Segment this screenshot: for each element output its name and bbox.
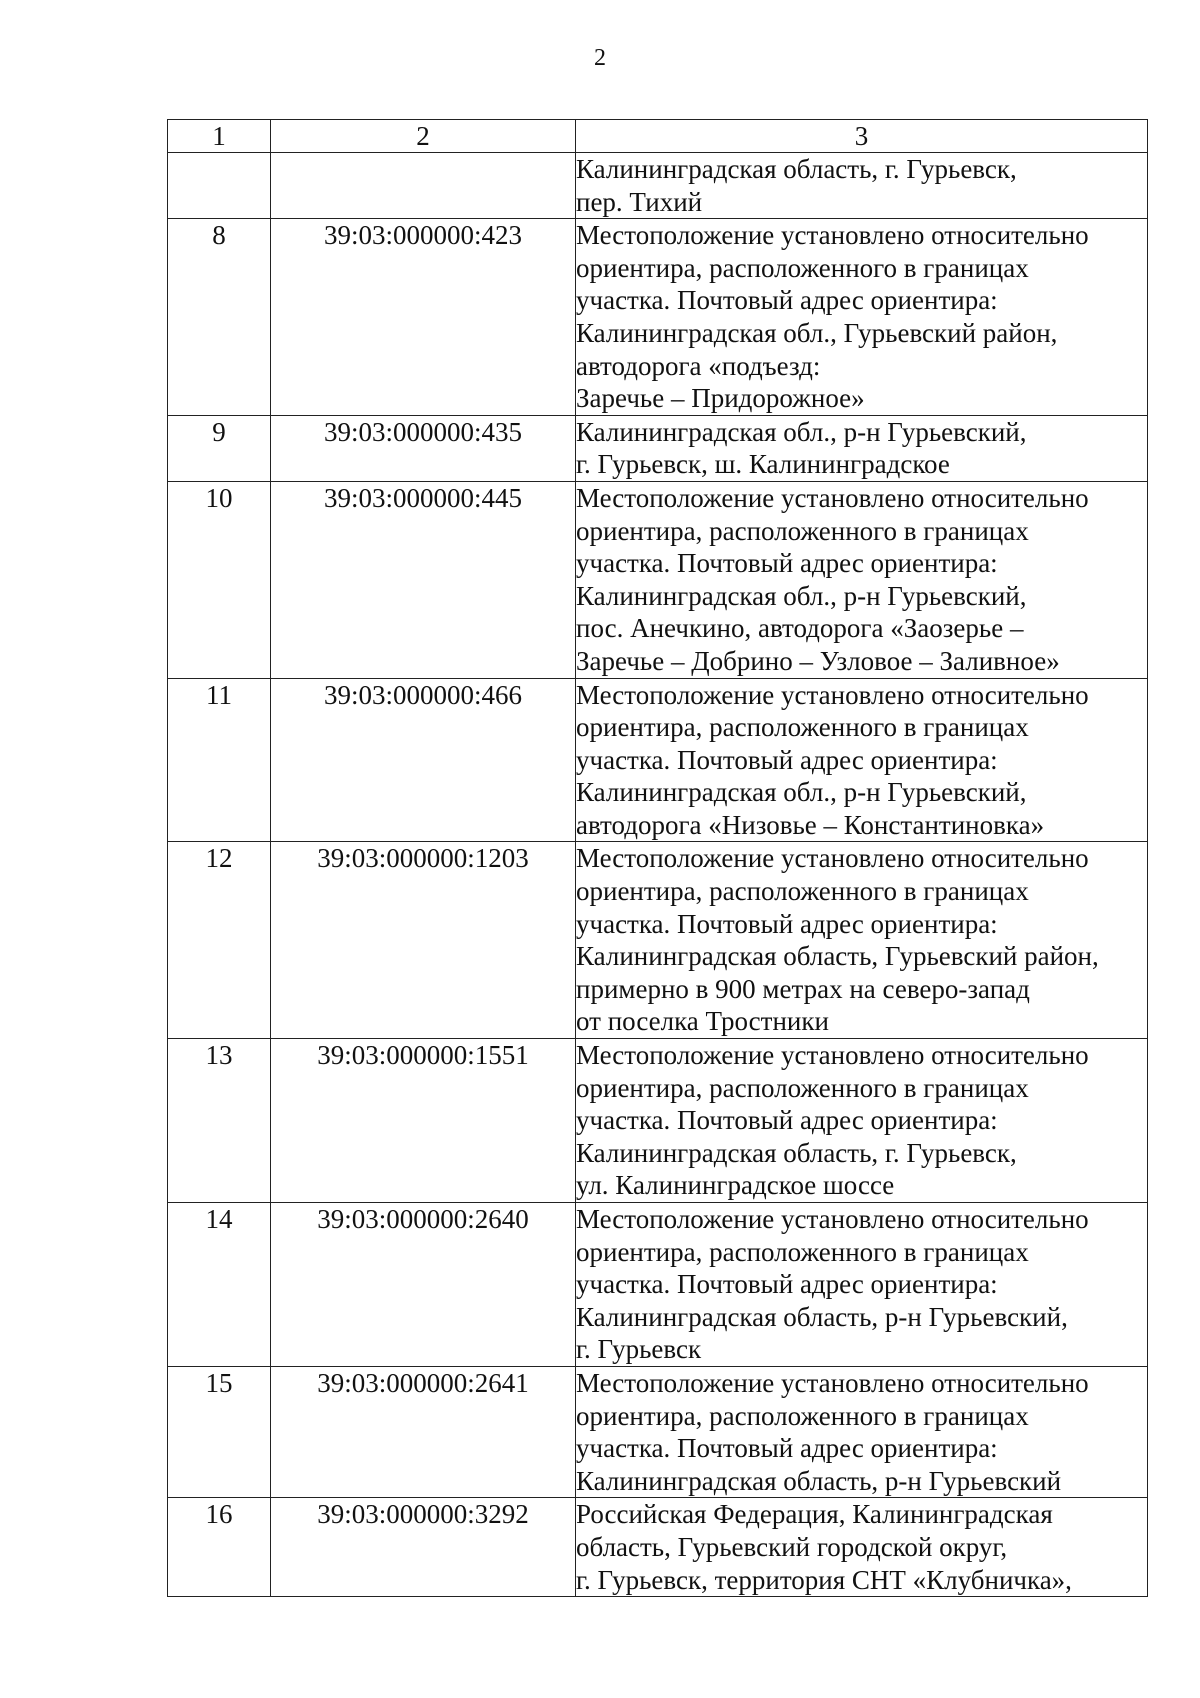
cadastral-number: 39:03:000000:1551 — [271, 1039, 576, 1203]
column-header-cadastral: 2 — [271, 120, 576, 153]
table-row — [168, 1203, 1148, 1367]
row-number: 14 — [168, 1203, 271, 1367]
table-row — [168, 153, 1148, 219]
cadastral-number: 39:03:000000:2640 — [271, 1203, 576, 1367]
cadastral-number: 39:03:000000:423 — [271, 219, 576, 416]
row-number: 13 — [168, 1039, 271, 1203]
address-cell: Местоположение установлено относительно ориентира, расположенного в границах участка. Почтовый адрес ориентира: Калининградская обл., Гурьевский район, автодорога «подъезд: Заречье – Придорожное» — [576, 219, 1148, 416]
address-cell: Местоположение установлено относительно ориентира, расположенного в границах участка. Почтовый адрес ориентира: Калининградская область, Гурьевский район, примерно в 900 метрах на северо-запад от поселка Тростники — [576, 842, 1148, 1039]
address-cell: Местоположение установлено относительно ориентира, расположенного в границах участка. Почтовый адрес ориентира: Калининградская обл., р-н Гурьевский, автодорога «Низовье – Константиновка» — [576, 678, 1148, 842]
table-row — [168, 1039, 1148, 1203]
cadastral-number: 39:03:000000:435 — [271, 415, 576, 481]
cadastral-number — [271, 153, 576, 219]
table-header-row — [168, 120, 1148, 153]
row-number: 16 — [168, 1498, 271, 1597]
row-number: 12 — [168, 842, 271, 1039]
column-header-number: 1 — [168, 120, 271, 153]
row-number: 15 — [168, 1366, 271, 1497]
row-number: 8 — [168, 219, 271, 416]
table-row — [168, 219, 1148, 416]
row-number: 10 — [168, 481, 271, 678]
address-cell: Местоположение установлено относительно ориентира, расположенного в границах участка. Почтовый адрес ориентира: Калининградская область, р-н Гурьевский, г. Гурьевск — [576, 1203, 1148, 1367]
row-number: 9 — [168, 415, 271, 481]
land-plots-table — [167, 119, 1148, 1597]
table-row — [168, 415, 1148, 481]
address-cell: Калининградская обл., р-н Гурьевский, г. Гурьевск, ш. Калининградское — [576, 415, 1148, 481]
row-number: 11 — [168, 678, 271, 842]
address-cell: Калининградская область, г. Гурьевск, пер. Тихий — [576, 153, 1148, 219]
address-cell: Местоположение установлено относительно ориентира, расположенного в границах участка. Почтовый адрес ориентира: Калининградская область, г. Гурьевск, ул. Калининградское шоссе — [576, 1039, 1148, 1203]
table-row — [168, 842, 1148, 1039]
table-row — [168, 1498, 1148, 1597]
address-cell: Российская Федерация, Калининградская область, Гурьевский городской округ, г. Гурьевск, территория СНТ «Клубничка», — [576, 1498, 1148, 1597]
cadastral-number: 39:03:000000:3292 — [271, 1498, 576, 1597]
table-row — [168, 678, 1148, 842]
table-row — [168, 481, 1148, 678]
cadastral-number: 39:03:000000:466 — [271, 678, 576, 842]
cadastral-number: 39:03:000000:2641 — [271, 1366, 576, 1497]
row-number — [168, 153, 271, 219]
column-header-address: 3 — [576, 120, 1148, 153]
table-row — [168, 1366, 1148, 1497]
cadastral-number: 39:03:000000:1203 — [271, 842, 576, 1039]
page-number: 2 — [594, 45, 606, 71]
address-cell: Местоположение установлено относительно ориентира, расположенного в границах участка. Почтовый адрес ориентира: Калининградская обл., р-н Гурьевский, пос. Анечкино, автодорога «Заозерье – Заречье – Добрино – Узловое – Заливное» — [576, 481, 1148, 678]
cadastral-number: 39:03:000000:445 — [271, 481, 576, 678]
address-cell: Местоположение установлено относительно ориентира, расположенного в границах участка. Почтовый адрес ориентира: Калининградская область, р-н Гурьевский — [576, 1366, 1148, 1497]
